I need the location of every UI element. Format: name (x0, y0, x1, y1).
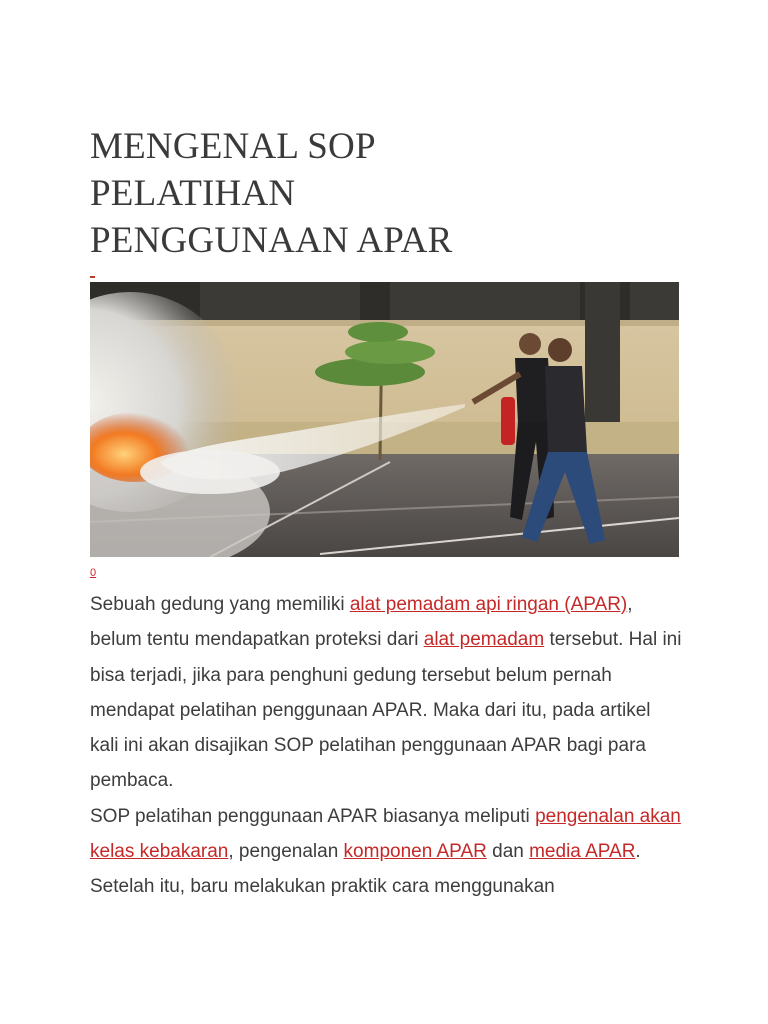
link-media-apar[interactable]: media APAR (529, 841, 636, 863)
paragraph-2-text-1: SOP pelatihan penggunaan APAR biasanya meliputi (90, 805, 536, 827)
paragraph-2-text-3: dan (486, 841, 530, 863)
paragraph-1-text-1: Sebuah gedung yang memiliki (90, 594, 350, 615)
link-alat-pemadam[interactable]: alat pemadam (423, 629, 545, 651)
paragraph-2 (90, 799, 682, 905)
paragraph-1 (90, 587, 682, 799)
link-apar[interactable]: alat pemadam api ringan (APAR) (349, 594, 628, 615)
anchor-mark[interactable] (90, 276, 95, 278)
paragraph-2-text-4: . Setelah itu, baru melakukan praktik cara menggunakan (90, 841, 641, 898)
paragraph-1-text-3: tersebut. Hal ini bisa terjadi, jika para penghuni gedung tersebut belum pernah mendapat pelatihan penggunaan APAR. Maka dari itu, pada artikel kali ini akan disajikan SOP pelatihan penggunaan APAR bagi para pembaca. (90, 629, 682, 792)
image-caption-link[interactable]: 0 (90, 567, 97, 579)
paragraph-2-text-2: , pengenalan (228, 841, 344, 863)
article-body (90, 587, 682, 905)
link-komponen-apar[interactable]: komponen APAR (343, 841, 487, 863)
paragraph-1-text-2: , belum tentu mendapatkan proteksi dari (90, 594, 633, 651)
article-photo-fire-extinguisher-training (90, 282, 679, 557)
link-kelas-kebakaran[interactable]: pengenalan akan kelas kebakaran (90, 805, 681, 863)
article-title: MENGENAL SOP PELATIHAN PENGGUNAAN APAR (90, 126, 453, 261)
